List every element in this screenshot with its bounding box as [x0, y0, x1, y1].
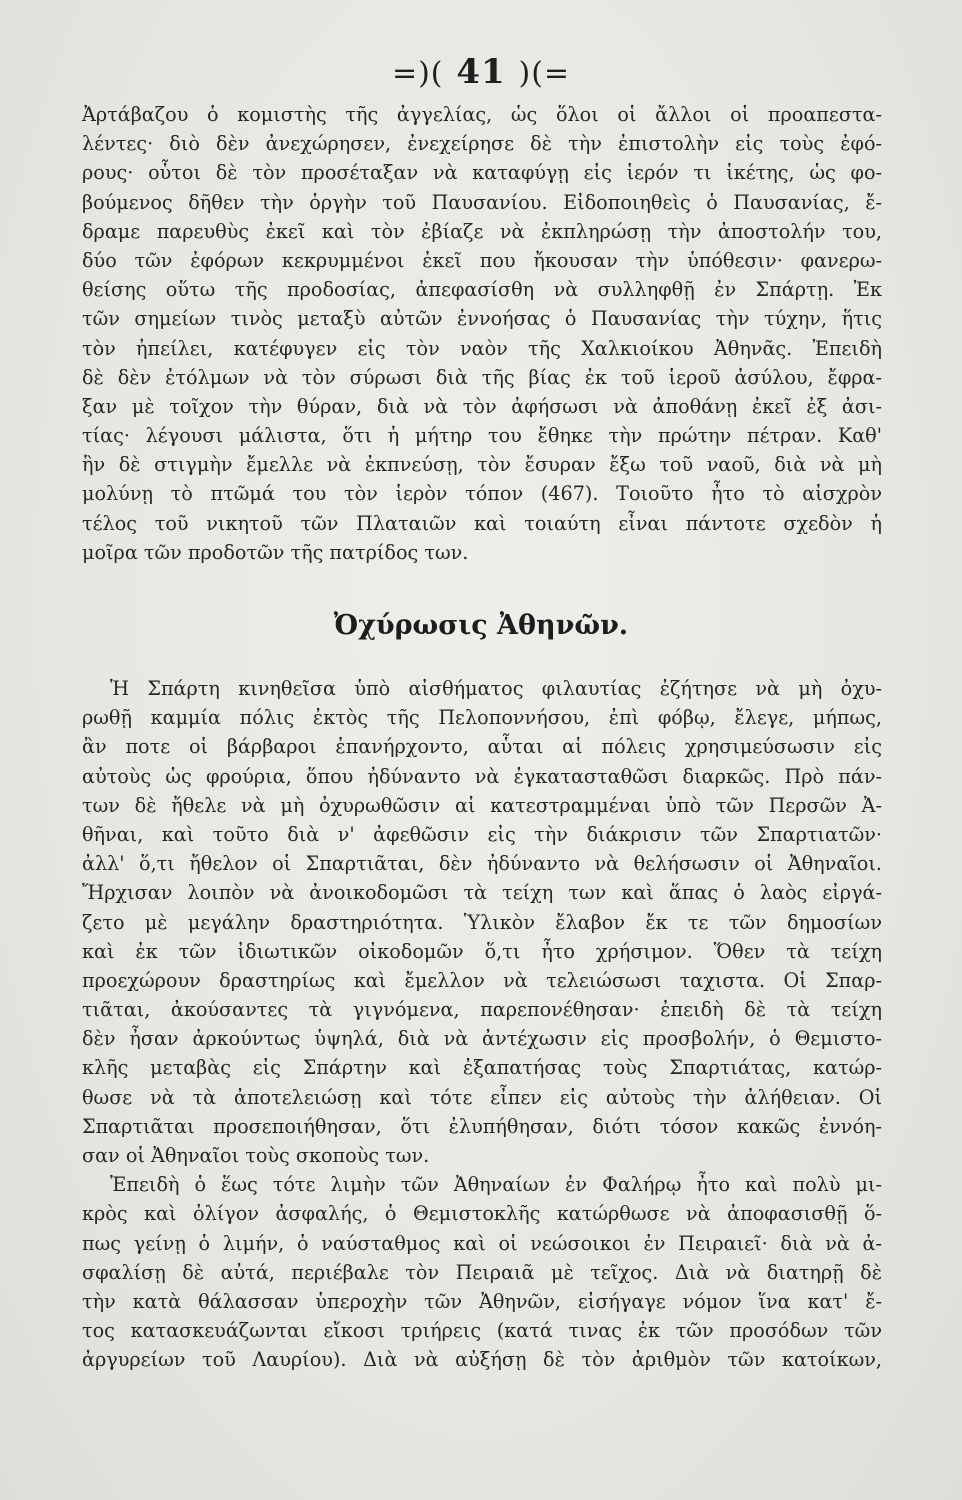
paragraph-pausanias	[82, 100, 882, 567]
header-right-ornament: )(=	[518, 56, 571, 91]
text-line: τέλος τοῦ νικητοῦ τῶν Πλαταιῶν καὶ τοιαύτη εἶναι πάντοτε σχεδὸν ἡ	[82, 511, 882, 535]
text-line: Ἐπειδὴ ὁ ἕως τότε λιμὴν τῶν Ἀθηναίων ἐν Φαλήρῳ ἦτο καὶ πολὺ μι-	[110, 1173, 882, 1197]
text-line: ἀργυρείων τοῦ Λαυρίου). Διὰ νὰ αὐξήσῃ δὲ τὸν ἀριθμὸν τῶν κατοίκων,	[82, 1348, 882, 1372]
text-line: των δὲ ἤθελε νὰ μὴ ὀχυρωθῶσιν αἱ κατεστραμμέναι ὑπὸ τῶν Περσῶν Ἀ-	[82, 793, 882, 817]
text-line: ἂν ποτε οἱ βάρβαροι ἐπανήρχοντο, αὗται αἱ πόλεις χρησιμεύσωσιν εἰς	[82, 735, 882, 759]
text-line: τος κατασκευάζωνται εἴκοσι τριήρεις (κατά τινας ἐκ τῶν προσόδων τῶν	[82, 1319, 882, 1343]
text-line: ζετο μὲ μεγάλην δραστηριότητα. Ὑλικὸν ἔλαβον ἔκ τε τῶν δημοσίων	[82, 910, 882, 934]
header-left-ornament: =)(	[391, 56, 444, 91]
page-header	[0, 52, 962, 92]
text-line: αὐτοὺς ὡς φρούρια, ὅπου ἠδύναντο νὰ ἐγκατασταθῶσι διαρκῶς. Πρὸ πάν-	[82, 764, 882, 788]
text-line: ἀλλ' ὅ,τι ἤθελον οἱ Σπαρτιᾶται, δὲν ἠδύναντο νὰ θελήσωσιν οἱ Ἀθηναῖοι.	[82, 852, 882, 876]
text-line: τὴν κατὰ θάλασσαν ὑπεροχὴν τῶν Ἀθηνῶν, εἰσήγαγε νόμον ἵνα κατ' ἔ-	[82, 1289, 882, 1313]
text-line: Ἤρχισαν λοιπὸν νὰ ἀνοικοδομῶσι τὰ τείχη των καὶ ἅπας ὁ λαὸς εἰργά-	[82, 881, 882, 905]
text-line: θείσης οὕτω τῆς προδοσίας, ἀπεφασίσθη νὰ συλληφθῇ ἐν Σπάρτῃ. Ἐκ	[82, 278, 882, 302]
text-line: κλῆς μεταβὰς εἰς Σπάρτην καὶ ἐξαπατήσας τοὺς Σπαρτιάτας, κατώρ-	[82, 1056, 882, 1080]
page-number: 41	[456, 52, 506, 92]
text-line: σαν οἱ Ἀθηναῖοι τοὺς σκοποὺς των.	[82, 1144, 430, 1167]
text-line: πως γείνῃ ὁ λιμήν, ὁ ναύσταθμος καὶ οἱ νεώσοικοι ἐν Πειραιεῖ· διὰ νὰ ἀ-	[82, 1231, 882, 1255]
paragraph-fortification	[82, 674, 882, 1375]
text-line: καὶ ἐκ τῶν ἰδιωτικῶν οἰκοδομῶν ὅ,τι ἦτο χρήσιμον. Ὅθεν τὰ τείχη	[82, 939, 882, 963]
text-line: δὲ δὲν ἐτόλμων νὰ τὸν σύρωσι διὰ τῆς βίας ἐκ τοῦ ἱεροῦ ἀσύλου, ἔφρα-	[82, 365, 882, 389]
text-line: Ἀρτάβαζου ὁ κομιστὴς τῆς ἀγγελίας, ὡς ὅλοι οἱ ἄλλοι οἱ προαπεστα-	[82, 103, 882, 126]
text-line: μοῖρα τῶν προδοτῶν τῆς πατρίδος των.	[82, 540, 469, 564]
text-line: δραμε παρευθὺς ἐκεῖ καὶ τὸν ἐβίαζε νὰ ἐκπληρώσῃ τὴν ἀποστολήν του,	[82, 219, 882, 243]
text-line: σφαλίσῃ δὲ αὐτά, περιέβαλε τὸν Πειραιᾶ μὲ τεῖχος. Διὰ νὰ διατηρῇ δὲ	[82, 1260, 882, 1284]
text-line: θῆναι, καὶ τοῦτο διὰ ν' ἀφεθῶσιν εἰς τὴν διάκρισιν τῶν Σπαρτιατῶν·	[82, 822, 882, 846]
text-line: δύο τῶν ἐφόρων κεκρυμμένοι ἐκεῖ που ἤκουσαν τὴν ὑπόθεσιν· φανερω-	[82, 248, 882, 272]
text-line: βούμενος δῆθεν τὴν ὀργὴν τοῦ Παυσανίου. Εἰδοποιηθεὶς ὁ Παυσανίας, ἔ-	[82, 190, 882, 214]
text-line: προεχώρουν δραστηρίως καὶ ἔμελλον νὰ τελειώσωσι ταχιστα. Οἱ Σπαρ-	[82, 968, 882, 992]
text-line: ρωθῇ καμμία πόλις ἐκτὸς τῆς Πελοποννήσου, ἐπὶ φόβῳ, ἔλεγε, μήπως,	[82, 706, 882, 730]
text-line: τίας· λέγουσι μάλιστα, ὅτι ἡ μήτηρ του ἔθηκε τὴν πρώτην πέτραν. Καθ'	[82, 424, 882, 448]
text-line: τιᾶται, ἀκούσαντες τὰ γιγνόμενα, παρεπονέθησαν· ἐπειδὴ δὲ τὰ τείχη	[82, 998, 882, 1022]
text-line: Σπαρτιᾶται προσεποιήθησαν, ὅτι ἐλυπήθησαν, διότι τόσον κακῶς ἐννόη-	[82, 1114, 882, 1138]
text-line: δὲν ἦσαν ἀρκούντως ὑψηλά, διὰ νὰ ἀντέχωσιν εἰς προσβολήν, ὁ Θεμιστο-	[82, 1027, 882, 1051]
text-line: Ἡ Σπάρτη κινηθεῖσα ὑπὸ αἰσθήματος φιλαυτίας ἐζήτησε νὰ μὴ ὀχυ-	[110, 677, 882, 700]
text-line: θωσε νὰ τὰ ἀποτελειώσῃ καὶ τότε εἶπεν εἰς αὐτοὺς τὴν ἀλήθειαν. Οἱ	[82, 1085, 882, 1109]
text-line: κρὸς καὶ ὀλίγον ἀσφαλής, ὁ Θεμιστοκλῆς κατώρθωσε νὰ ἀποφασισθῇ ὅ-	[82, 1202, 882, 1226]
text-line: ρους· οὗτοι δὲ τὸν προσέταξαν νὰ καταφύγῃ εἰς ἱερόν τι ἱκέτης, ὡς φο-	[82, 161, 882, 185]
text-line: τὸν ἠπείλει, κατέφυγεν εἰς τὸν ναὸν τῆς Χαλκιοίκου Ἀθηνᾶς. Ἐπειδὴ	[82, 336, 882, 360]
section-title: Ὀχύρωσις Ἀθηνῶν.	[333, 610, 629, 641]
text-line: ξαν μὲ τοῖχον τὴν θύραν, διὰ νὰ τὸν ἀφήσωσι νὰ ἀποθάνῃ ἐκεῖ ἐξ ἀσι-	[82, 394, 882, 418]
text-line: τῶν σημείων τινὸς μεταξὺ αὐτῶν ἐννοήσας ὁ Παυσανίας τὴν τύχην, ἥτις	[82, 307, 882, 331]
text-line: μολύνῃ τὸ πτῶμά του τὸν ἱερὸν τόπον (467). Τοιοῦτο ἦτο τὸ αἰσχρὸν	[82, 482, 882, 506]
text-line: λέντες· διὸ δὲν ἀνεχώρησεν, ἐνεχείρησε δὲ τὴν ἐπιστολὴν εἰς τοὺς ἐφό-	[82, 132, 882, 156]
text-line: ἣν δὲ στιγμὴν ἔμελλε νὰ ἐκπνεύσῃ, τὸν ἔσυραν ἔξω τοῦ ναοῦ, διὰ νὰ μὴ	[82, 453, 882, 477]
